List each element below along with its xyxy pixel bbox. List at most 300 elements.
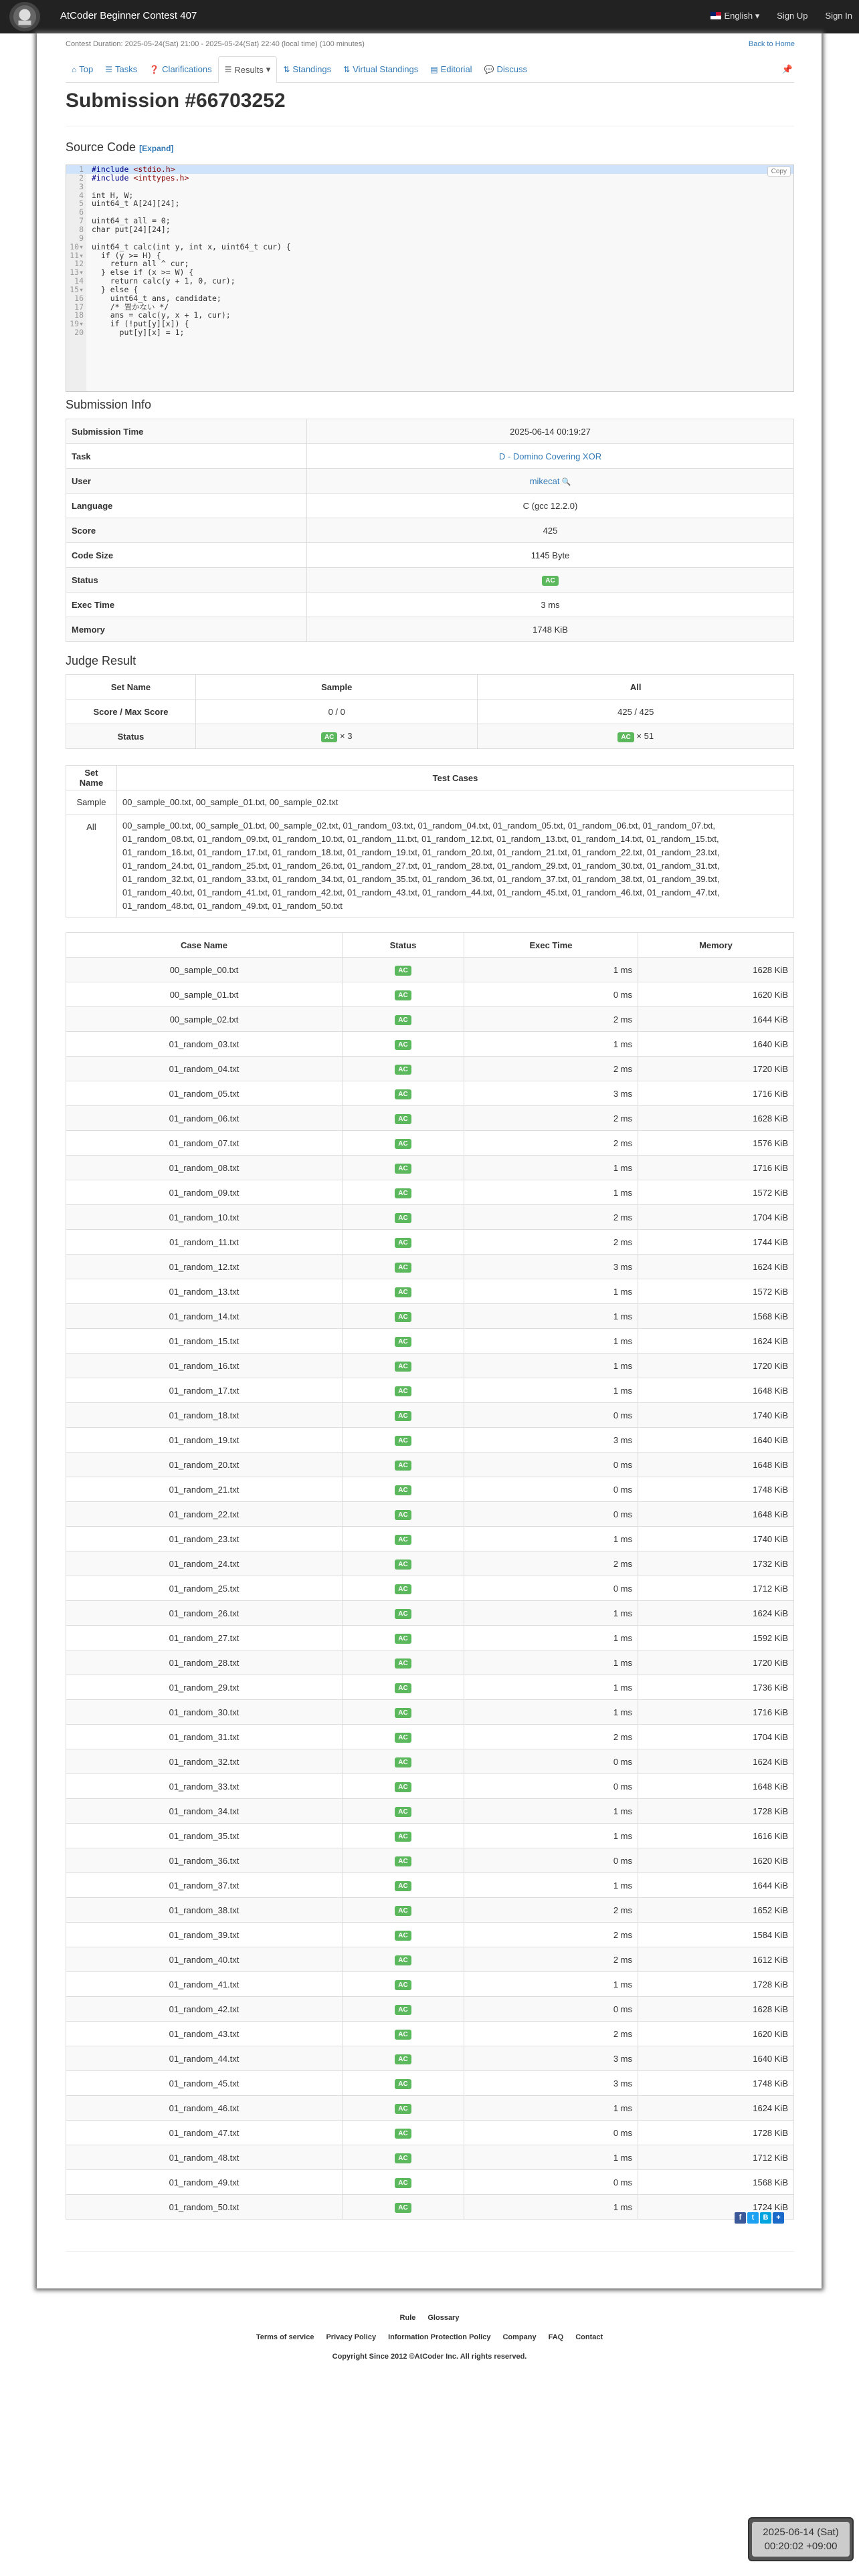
line-number: 13▾	[70, 267, 84, 278]
ac-badge: AC	[395, 966, 411, 976]
case-status	[343, 1354, 464, 1378]
table-row	[66, 958, 794, 982]
clock-date: 2025-06-14 (Sat)	[763, 2527, 839, 2538]
case-exec-time: 0 ms	[464, 2170, 638, 2195]
case-exec-time: 1 ms	[464, 2195, 638, 2220]
case-exec-time: 3 ms	[464, 2046, 638, 2071]
case-name: 01_random_49.txt	[66, 2170, 343, 2195]
tab-label: Virtual Standings	[353, 64, 419, 74]
ac-badge: AC	[395, 1312, 411, 1322]
case-memory: 1648 KiB	[638, 1378, 794, 1403]
sign-up-link[interactable]: Sign Up	[777, 11, 808, 21]
code-text: ans = calc(y, x + 1, cur);	[92, 310, 231, 320]
line-number: 11▾	[70, 250, 84, 260]
line-number: 18	[74, 310, 84, 320]
tab-results[interactable]	[218, 56, 278, 83]
line-number: 1	[79, 165, 84, 174]
ac-badge: AC	[395, 1114, 411, 1124]
case-memory: 1572 KiB	[638, 1180, 794, 1205]
test-cases-header: Test Cases	[117, 766, 794, 790]
code-text: return all ^ cur;	[92, 259, 189, 269]
line-number: 9	[79, 233, 84, 243]
line-number: 4	[79, 190, 84, 200]
ac-badge: AC	[395, 1560, 411, 1570]
ac-badge: AC	[321, 732, 337, 742]
case-memory: 1712 KiB	[638, 1576, 794, 1601]
case-exec-time: 0 ms	[464, 1749, 638, 1774]
case-exec-time: 1 ms	[464, 958, 638, 982]
test-case-list: 00_sample_00.txt, 00_sample_01.txt, 00_sample_02.txt	[117, 790, 794, 815]
case-status	[343, 1477, 464, 1502]
case-exec-time: 1 ms	[464, 1032, 638, 1057]
info-protection-link[interactable]: Information Protection Policy	[388, 2333, 491, 2341]
table-row	[66, 1032, 794, 1057]
code-line	[66, 328, 793, 337]
case-exec-time: 3 ms	[464, 2071, 638, 2096]
info-row	[66, 568, 794, 593]
tab-top[interactable]	[66, 56, 99, 82]
case-memory: 1620 KiB	[638, 2022, 794, 2046]
ac-badge: AC	[395, 1287, 411, 1297]
info-row	[66, 593, 794, 617]
case-exec-time: 3 ms	[464, 1428, 638, 1453]
line-number: 5	[79, 199, 84, 209]
info-key: Status	[66, 568, 307, 593]
case-memory: 1716 KiB	[638, 1700, 794, 1725]
case-name: 01_random_24.txt	[66, 1551, 343, 1576]
ac-badge: AC	[395, 2104, 411, 2114]
code-line	[66, 174, 793, 183]
case-name: 01_random_28.txt	[66, 1650, 343, 1675]
case-exec-time: 0 ms	[464, 1477, 638, 1502]
case-name: 01_random_13.txt	[66, 1279, 343, 1304]
terms-link[interactable]: Terms of service	[256, 2333, 314, 2341]
case-name: 01_random_48.txt	[66, 2145, 343, 2170]
tab-label: Discuss	[496, 64, 528, 74]
tab-label: Editorial	[440, 64, 472, 74]
case-status	[343, 1057, 464, 1081]
case-exec-time: 0 ms	[464, 1576, 638, 1601]
footer	[0, 2314, 859, 2361]
case-memory: 1624 KiB	[638, 2096, 794, 2121]
language-menu[interactable]: English ▾	[710, 11, 759, 21]
case-status	[343, 1972, 464, 1997]
footer-links-bottom	[0, 2333, 859, 2341]
case-memory: 1720 KiB	[638, 1057, 794, 1081]
code-line	[66, 294, 793, 303]
case-memory: 1568 KiB	[638, 1304, 794, 1329]
table-row	[66, 1156, 794, 1180]
question-icon: ❓	[149, 64, 160, 74]
ac-badge: AC	[395, 2030, 411, 2040]
case-memory: 1652 KiB	[638, 1898, 794, 1923]
case-memory: 1628 KiB	[638, 1106, 794, 1131]
case-exec-time: 1 ms	[464, 1527, 638, 1551]
case-memory: 1648 KiB	[638, 1774, 794, 1799]
tab-virtual-standings[interactable]	[337, 56, 424, 82]
case-name-header: Case Name	[66, 933, 343, 958]
table-row	[66, 1873, 794, 1898]
ac-badge: AC	[395, 1584, 411, 1594]
submission-info-heading: Submission Info	[66, 398, 152, 411]
case-status	[343, 2071, 464, 2096]
caret-down-icon: ▾	[266, 64, 271, 74]
case-status	[343, 2170, 464, 2195]
copyright: Copyright Since 2012 ©AtCoder Inc. All rights reserved.	[332, 2353, 527, 2361]
contest-duration: Contest Duration: 2025-05-24(Sat) 21:00 - 2025-05-24(Sat) 22:40 (local time) (100 minutes)	[66, 40, 365, 48]
ac-badge: AC	[395, 1658, 411, 1669]
table-row	[66, 2145, 794, 2170]
tab-label: Standings	[292, 64, 332, 74]
ac-badge: AC	[395, 1213, 411, 1223]
case-name: 01_random_22.txt	[66, 1502, 343, 1527]
set-name-header: Set Name	[66, 766, 117, 790]
ac-badge: AC	[395, 1362, 411, 1372]
back-to-home-link[interactable]: Back to Home	[748, 40, 795, 48]
case-name: 00_sample_02.txt	[66, 1007, 343, 1032]
case-name: 00_sample_00.txt	[66, 958, 343, 982]
line-number: 16	[74, 293, 84, 303]
case-name: 01_random_30.txt	[66, 1700, 343, 1725]
case-name: 01_random_34.txt	[66, 1799, 343, 1824]
case-memory: 1728 KiB	[638, 2121, 794, 2145]
case-status	[343, 2096, 464, 2121]
table-row	[66, 1700, 794, 1725]
case-memory: 1728 KiB	[638, 1799, 794, 1824]
info-value: 425	[307, 518, 794, 543]
case-name: 01_random_47.txt	[66, 2121, 343, 2145]
ac-badge: AC	[395, 1980, 411, 1990]
info-key: Language	[66, 494, 307, 518]
case-name: 01_random_06.txt	[66, 1106, 343, 1131]
table-row	[66, 1972, 794, 1997]
case-name: 01_random_41.txt	[66, 1972, 343, 1997]
case-exec-time: 0 ms	[464, 1848, 638, 1873]
ac-badge: AC	[395, 1856, 411, 1866]
case-exec-time: 2 ms	[464, 1057, 638, 1081]
case-exec-time: 1 ms	[464, 2145, 638, 2170]
case-exec-time: 2 ms	[464, 1230, 638, 1255]
case-status	[343, 1725, 464, 1749]
facebook-icon[interactable]: f	[735, 2212, 746, 2224]
table-row	[66, 1057, 794, 1081]
section-title: Source Code	[66, 140, 136, 154]
case-exec-time: 1 ms	[464, 1156, 638, 1180]
search-icon[interactable]: 🔍	[559, 477, 571, 486]
case-exec-time: 1 ms	[464, 1279, 638, 1304]
case-memory: 1732 KiB	[638, 1551, 794, 1576]
table-row	[66, 1304, 794, 1329]
case-memory: 1628 KiB	[638, 958, 794, 982]
footer-links-top	[0, 2314, 859, 2322]
twitter-icon[interactable]: t	[747, 2212, 759, 2224]
case-memory: 1720 KiB	[638, 1354, 794, 1378]
case-exec-time: 1 ms	[464, 1354, 638, 1378]
case-name: 01_random_15.txt	[66, 1329, 343, 1354]
case-status	[343, 1205, 464, 1230]
case-memory: 1616 KiB	[638, 1824, 794, 1848]
table-row	[66, 1848, 794, 1873]
ac-badge: AC	[395, 1782, 411, 1792]
contest-tabs	[66, 56, 794, 83]
case-memory: 1724 KiB	[638, 2195, 794, 2220]
case-exec-time: 1 ms	[464, 1824, 638, 1848]
case-name: 01_random_29.txt	[66, 1675, 343, 1700]
case-memory: 1736 KiB	[638, 1675, 794, 1700]
exec-time-header: Exec Time	[464, 933, 638, 958]
home-icon: ⌂	[72, 64, 77, 74]
case-status	[343, 2046, 464, 2071]
table-row	[66, 1180, 794, 1205]
case-memory: 1640 KiB	[638, 1032, 794, 1057]
case-memory: 1712 KiB	[638, 2145, 794, 2170]
hatena-icon[interactable]: B	[760, 2212, 771, 2224]
source-code-block	[66, 165, 794, 392]
case-status	[343, 1997, 464, 2022]
case-name: 01_random_05.txt	[66, 1081, 343, 1106]
case-exec-time: 2 ms	[464, 1898, 638, 1923]
case-exec-time: 2 ms	[464, 1007, 638, 1032]
code-text: int H, W;	[92, 190, 134, 200]
case-name: 01_random_32.txt	[66, 1749, 343, 1774]
ac-badge: AC	[395, 1881, 411, 1891]
case-name: 01_random_27.txt	[66, 1626, 343, 1650]
case-exec-time: 2 ms	[464, 1106, 638, 1131]
case-name: 01_random_07.txt	[66, 1131, 343, 1156]
ac-badge: AC	[395, 1139, 411, 1149]
table-row	[66, 1255, 794, 1279]
code-text: uint64_t ans, candidate;	[92, 293, 221, 303]
sign-in-link[interactable]: Sign In	[825, 11, 852, 21]
case-name: 01_random_37.txt	[66, 1873, 343, 1898]
rule-link[interactable]: Rule	[399, 2314, 416, 2322]
case-exec-time: 1 ms	[464, 1180, 638, 1205]
atcoder-logo-icon[interactable]	[9, 2, 40, 31]
case-memory: 1628 KiB	[638, 1997, 794, 2022]
info-key: Task	[66, 444, 307, 469]
case-status	[343, 1898, 464, 1923]
case-name: 01_random_44.txt	[66, 2046, 343, 2071]
case-memory: 1620 KiB	[638, 982, 794, 1007]
table-row	[66, 1799, 794, 1824]
ac-badge: AC	[617, 732, 634, 742]
case-memory: 1572 KiB	[638, 1279, 794, 1304]
case-name: 01_random_38.txt	[66, 1898, 343, 1923]
info-key: Submission Time	[66, 419, 307, 444]
line-number: 19▾	[70, 319, 84, 329]
code-text: if (y >= H) {	[92, 250, 161, 260]
share-icon[interactable]: +	[773, 2212, 784, 2224]
case-name: 01_random_04.txt	[66, 1057, 343, 1081]
info-value	[307, 444, 794, 469]
case-status	[343, 1304, 464, 1329]
case-name: 00_sample_01.txt	[66, 982, 343, 1007]
table-row	[66, 1378, 794, 1403]
tab-editorial[interactable]	[424, 56, 478, 82]
info-row	[66, 617, 794, 642]
ac-badge: AC	[395, 1238, 411, 1248]
tab-tasks[interactable]	[99, 56, 143, 82]
table-row	[66, 1502, 794, 1527]
case-exec-time: 0 ms	[464, 982, 638, 1007]
ac-badge: AC	[395, 1065, 411, 1075]
case-name: 01_random_08.txt	[66, 1156, 343, 1180]
case-memory: 1592 KiB	[638, 1626, 794, 1650]
contact-link[interactable]: Contact	[575, 2333, 603, 2341]
case-exec-time: 1 ms	[464, 1304, 638, 1329]
table-row	[66, 1551, 794, 1576]
test-case-sets-table	[66, 765, 794, 918]
copy-button[interactable]: Copy	[767, 167, 791, 177]
code-text: put[y][x] = 1;	[92, 328, 185, 338]
table-row	[66, 1428, 794, 1453]
table-row	[66, 1601, 794, 1626]
fixed-clock	[748, 2517, 854, 2561]
table-row	[66, 1923, 794, 1947]
tab-standings[interactable]	[277, 56, 337, 82]
ac-badge: AC	[395, 2054, 411, 2064]
info-row	[66, 444, 794, 469]
tab-label: Clarifications	[162, 64, 212, 74]
case-name: 01_random_12.txt	[66, 1255, 343, 1279]
glossary-link[interactable]: Glossary	[427, 2314, 460, 2322]
language-label: English	[724, 11, 753, 21]
score-label: Score / Max Score	[66, 700, 196, 724]
case-memory: 1728 KiB	[638, 1972, 794, 1997]
table-row	[66, 2022, 794, 2046]
table-row	[66, 1675, 794, 1700]
case-name: 01_random_45.txt	[66, 2071, 343, 2096]
case-status	[343, 1007, 464, 1032]
code-text: } else {	[92, 284, 138, 294]
case-memory: 1640 KiB	[638, 1428, 794, 1453]
table-row	[66, 2170, 794, 2195]
table-row	[66, 1131, 794, 1156]
line-number: 2	[79, 173, 84, 183]
task-link[interactable]: D - Domino Covering XOR	[498, 451, 602, 461]
ac-badge: AC	[395, 2153, 411, 2163]
case-status	[343, 1700, 464, 1725]
ac-badge: AC	[395, 1485, 411, 1495]
info-row	[66, 518, 794, 543]
main-container	[37, 33, 822, 2288]
case-exec-time: 0 ms	[464, 1403, 638, 1428]
info-key: Score	[66, 518, 307, 543]
info-key: User	[66, 469, 307, 494]
table-row	[66, 1650, 794, 1675]
case-status	[343, 2121, 464, 2145]
line-number: 7	[79, 216, 84, 226]
case-count: × 3	[340, 730, 353, 741]
table-row	[66, 1403, 794, 1428]
case-exec-time: 1 ms	[464, 1601, 638, 1626]
line-number: 6	[79, 207, 84, 217]
line-number: 15▾	[70, 284, 84, 294]
pin-icon[interactable]: 📌	[781, 64, 793, 74]
table-row	[66, 1898, 794, 1923]
case-memory: 1648 KiB	[638, 1453, 794, 1477]
contest-title[interactable]: AtCoder Beginner Contest 407	[60, 10, 197, 21]
case-status	[343, 1551, 464, 1576]
case-status	[343, 1774, 464, 1799]
code-text: uint64_t A[24][24];	[92, 199, 180, 209]
case-memory: 1640 KiB	[638, 2046, 794, 2071]
case-count: × 51	[636, 730, 654, 741]
case-name: 01_random_18.txt	[66, 1403, 343, 1428]
case-memory: 1644 KiB	[638, 1007, 794, 1032]
table-row	[66, 1824, 794, 1848]
tab-clarifications[interactable]	[143, 56, 217, 82]
case-name: 01_random_21.txt	[66, 1477, 343, 1502]
sample-header: Sample	[196, 675, 478, 700]
ac-badge: AC	[395, 1510, 411, 1520]
case-status	[343, 1180, 464, 1205]
case-status	[343, 1848, 464, 1873]
expand-link[interactable]: [Expand]	[139, 144, 174, 153]
judge-result-heading: Judge Result	[66, 654, 136, 667]
sort-icon: ⇅	[283, 64, 290, 74]
ac-badge: AC	[395, 1906, 411, 1916]
code-text: #include <inttypes.h>	[92, 173, 189, 183]
ac-badge: AC	[395, 1708, 411, 1718]
case-memory: 1644 KiB	[638, 1873, 794, 1898]
case-status	[343, 1799, 464, 1824]
line-number: 10▾	[70, 241, 84, 251]
code-text: char put[24][24];	[92, 224, 171, 234]
table-row	[66, 1947, 794, 1972]
user-link[interactable]: mikecat	[529, 475, 560, 486]
code-line	[66, 277, 793, 286]
case-memory: 1748 KiB	[638, 1477, 794, 1502]
judge-result-table	[66, 674, 794, 749]
status-label: Status	[66, 724, 196, 749]
code-line	[66, 183, 793, 191]
privacy-link[interactable]: Privacy Policy	[326, 2333, 377, 2341]
ac-badge: AC	[395, 1263, 411, 1273]
ac-badge: AC	[395, 2005, 411, 2015]
company-link[interactable]: Company	[502, 2333, 537, 2341]
case-memory: 1720 KiB	[638, 1650, 794, 1675]
table-row	[66, 2096, 794, 2121]
ac-badge: AC	[395, 1337, 411, 1347]
case-status	[343, 1527, 464, 1551]
case-status	[343, 1156, 464, 1180]
code-line	[66, 199, 793, 208]
info-row	[66, 419, 794, 444]
table-row	[66, 1081, 794, 1106]
info-value: 1145 Byte	[307, 543, 794, 568]
ac-badge: AC	[395, 990, 411, 1000]
info-key: Exec Time	[66, 593, 307, 617]
code-text: if (!put[y][x]) {	[92, 319, 189, 329]
tab-discuss[interactable]	[478, 56, 533, 82]
table-row	[66, 1329, 794, 1354]
info-key: Memory	[66, 617, 307, 642]
case-name: 01_random_03.txt	[66, 1032, 343, 1057]
submission-info-table	[66, 419, 794, 642]
faq-link[interactable]: FAQ	[548, 2333, 564, 2341]
case-exec-time: 1 ms	[464, 1799, 638, 1824]
case-name: 01_random_35.txt	[66, 1824, 343, 1848]
case-status	[343, 1502, 464, 1527]
code-line	[66, 225, 793, 234]
case-exec-time: 0 ms	[464, 1502, 638, 1527]
case-memory: 1704 KiB	[638, 1205, 794, 1230]
table-row	[66, 1576, 794, 1601]
case-exec-time: 1 ms	[464, 1329, 638, 1354]
ac-badge: AC	[395, 1634, 411, 1644]
table-row	[66, 1774, 794, 1799]
